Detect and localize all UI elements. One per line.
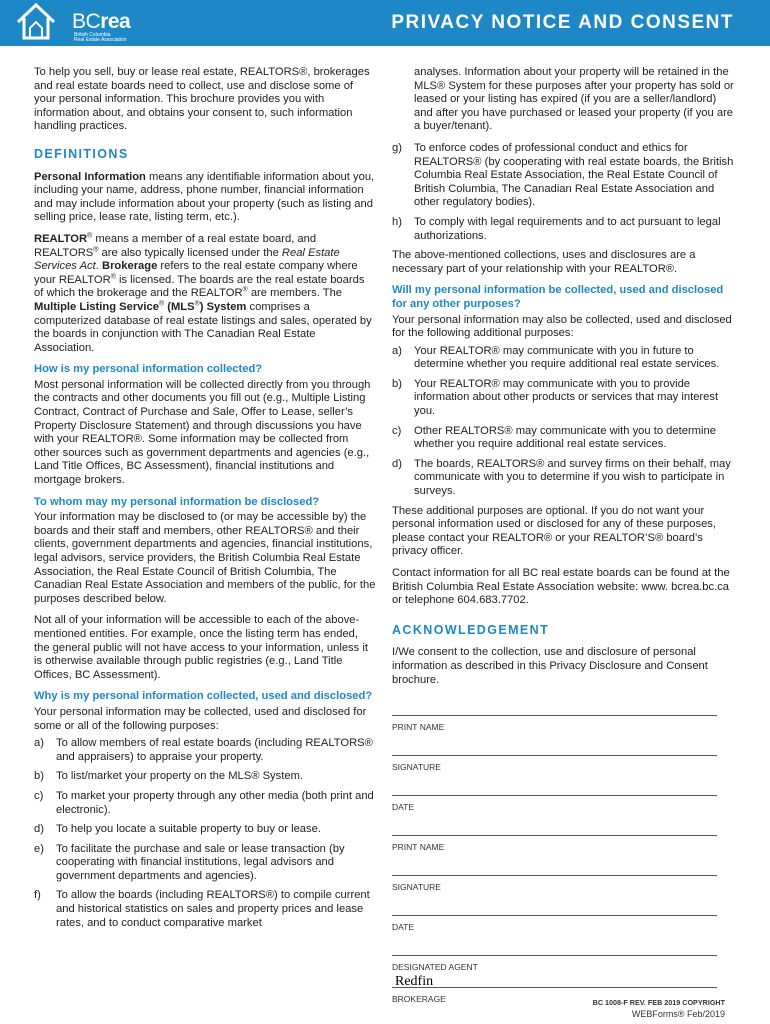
answer-disclosed: Your information may be disclosed to (or may be accessible by) the boards and their staff and members, other REALTORS® and their clients, government departments and agencies, financial institutions, legal advisors, service providers, the British Columbia Real Estate Association, the Real Estate Council of British Columbia, The Canadian Real Estate Association and members of the public, for the purposes described below.: [34, 511, 376, 605]
answer-why: Your personal information may be collected, used and disclosed for some or all of the following purposes:: [34, 705, 367, 732]
list-item: f) To allow the boards (including REALTORS®) to compile current and historical statistics on sales and property prices and lease rates, and to conduct comparative market: [34, 889, 370, 929]
list-item: a) Your REALTOR® may communicate with you in future to determine whether you require additional real estate services.: [392, 344, 720, 371]
list-item: d) To help you locate a suitable property to buy or lease.: [34, 823, 321, 836]
question-collected: How is my personal information collected?: [34, 363, 263, 376]
left-column: [34, 66, 376, 936]
signature-field-2[interactable]: [392, 855, 717, 876]
page-title: PRIVACY NOTICE AND CONSENT: [391, 12, 734, 33]
acknowledgement-text: I/We consent to the collection, use and disclosure of personal information as described in this Privacy Disclosure and Consent brochure.: [392, 646, 708, 686]
acknowledgement-heading: ACKNOWLEDGEMENT: [392, 622, 550, 637]
answer-disclosed-2: Not all of your information will be accessible to each of the above-mentioned entities. For example, once the listing term has ended, the general public will not have access to your information, unless it is otherwise available through public registries (e.g., Land Title Offices, BC Assessment).: [34, 614, 368, 681]
list-item: b) To list/market your property on the MLS® System.: [34, 770, 303, 783]
designated-agent-field[interactable]: [392, 935, 717, 956]
sig-label: SIGNATURE: [392, 882, 441, 893]
list-item: g) To enforce codes of professional conduct and ethics for REALTORS® (by cooperating with real estate boards, the British Columbia Real Estate Association, the Real Estate Council of British Columbia, The Canadian Real Estate Association and other regulatory bodies).: [392, 141, 734, 209]
list-item: b) Your REALTOR® may communicate with you to provide information about other products or services that may interest you.: [392, 377, 719, 418]
question-why: Why is my personal information collected, used and disclosed?: [34, 690, 373, 703]
question-other-purposes: Will my personal information be collected, used and disclosed for any other purposes?: [392, 284, 724, 310]
bcrea-logo: [14, 2, 154, 44]
definition-realtor: REALTOR® means a member of a real estate board, and REALTORS® are also typically licensed under the Real Estate Services Act. Brokerage refers to the real estate company where your REALTOR® is licensed. The boards are the real estate boards of which the brokerage and the REALTOR® are members. The Multiple Listing Service® (MLS®) System comprises a computerized database of real estate listings and sales, operated by the boards in conjunction with The Canadian Real Estate Association.: [34, 232, 372, 354]
brokerage-value: Redfin: [395, 973, 434, 989]
brokerage-field[interactable]: [392, 967, 717, 988]
form-code: BC 1008-F REV. FEB 2019 COPYRIGHT: [592, 998, 725, 1007]
list-item: c) Other REALTORS® may communicate with you to determine whether you require additional real estate services.: [392, 424, 716, 451]
sig-label: PRINT NAME: [392, 722, 445, 733]
definition-personal-information: Personal Information means any identifiable information about you, including your name, address, phone number, financial information and may include information about your property (such as listing and selling price, lease rate, listing term, etc.).: [34, 170, 375, 224]
print-name-field-2[interactable]: [392, 815, 717, 836]
date-field[interactable]: [392, 775, 717, 796]
question-disclosed: To whom may my personal information be disclosed?: [34, 495, 320, 508]
webforms-footer: WEBForms® Feb/2019: [631, 1009, 725, 1019]
contact-info: Contact information for all BC real estate boards can be found at the British Columbia Real Estate Association website: www. bcrea.bc.ca or telephone 604.683.7702.: [392, 567, 730, 607]
list-item: d) The boards, REALTORS® and survey firms on their behalf, may communicate with you to determine if you wish to participate in surveys.: [392, 457, 731, 498]
print-name-field[interactable]: [392, 695, 717, 716]
house-icon: [14, 2, 64, 44]
answer-other-purposes: Your personal information may also be collected, used and disclosed for the following additional purposes:: [392, 313, 732, 340]
purpose-f-continued: analyses. Information about your property will be retained in the MLS® System for these purposes after your property has sold or leased or your listing has expired (if you are a seller/landlord) and after you have purchased or leased your property (if you are a buyer/tenant).: [414, 66, 734, 133]
sig-label: SIGNATURE: [392, 762, 441, 773]
sig-label: PRINT NAME: [392, 842, 445, 853]
list-item: c) To market your property through any other media (both print and electronic).: [34, 789, 374, 816]
brand-subtitle: British Columbia Real Estate Association: [74, 32, 127, 43]
brand-wordmark: BCrea: [72, 10, 131, 33]
list-item: e) To facilitate the purchase and sale or lease transaction (by cooperating with financial institutions, legal advisors and government departments and agencies).: [34, 842, 345, 882]
intro-paragraph: To help you sell, buy or lease real estate, REALTORS®, brokerages and real estate boards need to collect, use and disclose some of your personal information. This brochure provides you with information about, and obtains your consent to, such information handling practices.: [34, 66, 370, 133]
optional-note: These additional purposes are optional. If you do not want your personal information used or disclosed for any of these purposes, please contact your REALTOR® or your REALTOR’S® board’s privacy officer.: [392, 504, 717, 558]
necessary-note: The above-mentioned collections, uses and disclosures are a necessary part of your relationship with your REALTOR®.: [392, 249, 696, 275]
definitions-heading: DEFINITIONS: [34, 146, 129, 161]
list-item: h) To comply with legal requirements and to act pursuant to legal authorizations.: [392, 215, 721, 242]
answer-collected: Most personal information will be collected directly from you through the contracts and other documents you fill out (e.g., Multiple Listing Contract, Contract of Purchase and Sale, Offer to Lease, seller’s Property Disclosure Statement) and through discussions you have with your REALTOR®. Some information may be collected from other sources such as government departments and agencies (e.g., Land Title Offices, BC Assessment), financial institutions and mortgage brokers.: [34, 378, 371, 487]
header-bar: [0, 0, 770, 46]
date-field-2[interactable]: [392, 895, 717, 916]
sig-label: DATE: [392, 922, 415, 933]
sig-label: DATE: [392, 802, 415, 813]
signature-block: [392, 695, 737, 1007]
sig-label: BROKERAGE: [392, 994, 446, 1005]
right-column: [392, 66, 737, 1007]
list-item: a) To allow members of real estate boards (including REALTORS® and appraisers) to appraise your property.: [34, 737, 373, 763]
sig-label: DESIGNATED AGENT: [392, 962, 478, 973]
signature-field[interactable]: [392, 735, 717, 756]
